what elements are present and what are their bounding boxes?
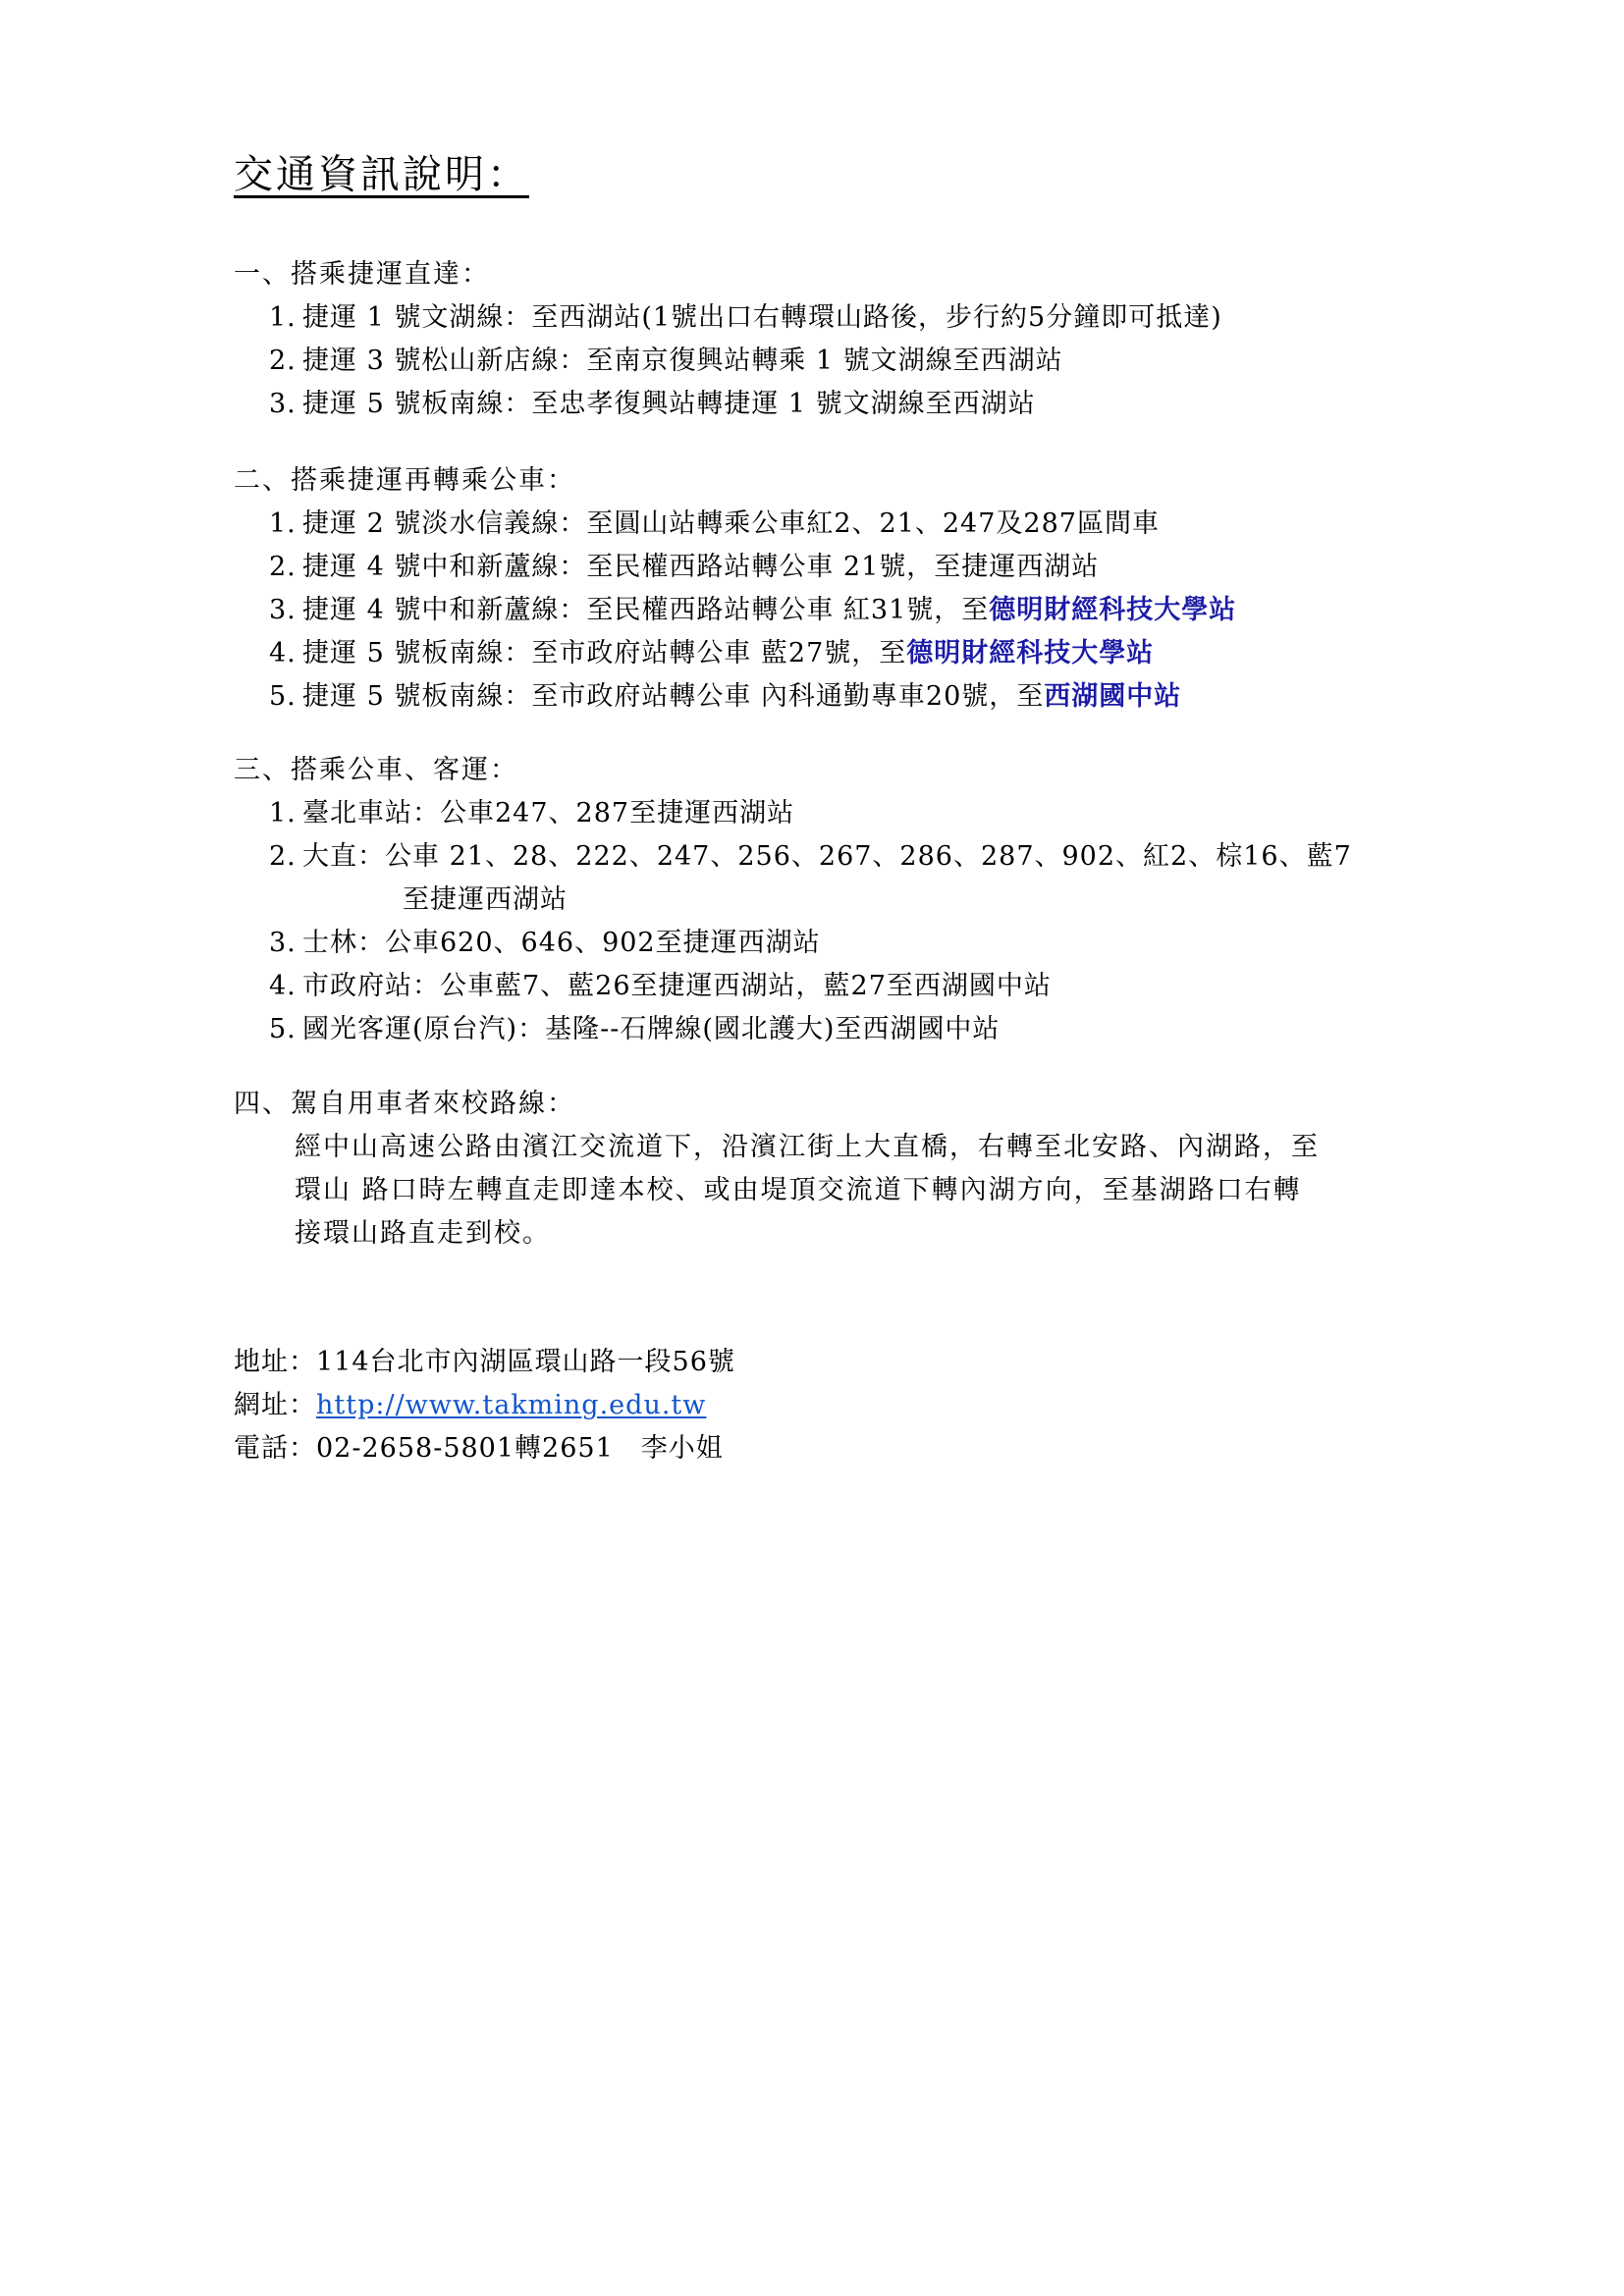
section-heading: 二、搭乘捷運再轉乘公車：	[234, 465, 575, 496]
item-text: 捷運 4 號中和新蘆線：至民權西路站轉公車 21號，至捷運西湖站	[302, 552, 1100, 582]
list-item	[234, 632, 1510, 675]
item-number: 2.	[269, 552, 297, 582]
item-number: 5.	[269, 1014, 297, 1044]
item-text: 臺北車站：公車247、287至捷運西湖站	[302, 798, 795, 828]
item-text: 大直：公車 21、28、222、247、256、267、286、287、902、紅2、棕16、藍7	[302, 841, 1352, 872]
list-item	[234, 835, 1510, 922]
address-line	[234, 1341, 735, 1384]
contact-info	[234, 1341, 735, 1470]
item-number: 3.	[269, 928, 297, 958]
phone-label: 電話：	[234, 1433, 316, 1464]
item-continuation: 至捷運西湖站	[403, 884, 568, 915]
address-value: 114台北市內湖區環山路一段56號	[316, 1347, 735, 1377]
item-list	[234, 503, 1510, 719]
destination-highlight: 德明財經科技大學站	[989, 595, 1237, 625]
item-text: 國光客運(原台汽)：基隆--石牌線(國北護大)至西湖國中站	[302, 1014, 1001, 1044]
item-list	[234, 792, 1510, 1051]
section-heading: 三、搭乘公車、客運：	[234, 755, 518, 785]
paragraph-line: 環山 路口時左轉直走即達本校、或由堤頂交流道下轉內湖方向，至基湖路口右轉	[295, 1175, 1302, 1205]
item-text: 市政府站：公車藍7、藍26至捷運西湖站，藍27至西湖國中站	[302, 971, 1052, 1001]
item-text: 捷運 2 號淡水信義線：至圓山站轉乘公車紅2、21、247及287區間車	[302, 508, 1160, 539]
item-text: 捷運 5 號板南線：至市政府站轉公車 藍27號，至	[302, 638, 907, 668]
phone-value: 02-2658-5801轉2651 李小姐	[316, 1433, 724, 1464]
section-heading: 四、駕自用車者來校路線：	[234, 1089, 575, 1119]
item-number: 5.	[269, 681, 297, 712]
list-item	[234, 383, 1510, 426]
destination-highlight: 德明財經科技大學站	[906, 638, 1155, 668]
address-label: 地址：	[234, 1347, 316, 1377]
item-number: 2.	[269, 841, 297, 872]
item-number: 2.	[269, 346, 297, 376]
item-number: 3.	[269, 595, 297, 625]
website-line	[234, 1384, 735, 1427]
item-number: 1.	[269, 798, 297, 828]
item-text: 捷運 5 號板南線：至市政府站轉公車 內科通勤專車20號，至	[302, 681, 1045, 712]
website-label: 網址：	[234, 1390, 316, 1420]
item-list	[234, 296, 1510, 426]
website-link[interactable]: http://www.takming.edu.tw	[316, 1390, 707, 1420]
item-text: 捷運 5 號板南線：至忠孝復興站轉捷運 1 號文湖線至西湖站	[302, 389, 1036, 419]
item-number: 4.	[269, 638, 297, 668]
list-item	[234, 546, 1510, 589]
list-item	[234, 965, 1510, 1008]
list-item	[234, 922, 1510, 965]
list-item	[234, 503, 1510, 546]
item-text: 士林：公車620、646、902至捷運西湖站	[302, 928, 821, 958]
driving-directions	[234, 1126, 1510, 1255]
list-item	[234, 296, 1510, 340]
item-number: 1.	[269, 302, 297, 333]
destination-highlight: 西湖國中站	[1044, 681, 1182, 712]
list-item	[234, 792, 1510, 835]
list-item	[234, 589, 1510, 632]
list-item	[234, 675, 1510, 719]
section-mrt-direct	[234, 253, 1510, 426]
phone-line	[234, 1427, 735, 1470]
section-heading: 一、搭乘捷運直達：	[234, 259, 490, 290]
item-number: 3.	[269, 389, 297, 419]
item-number: 1.	[269, 508, 297, 539]
section-driving	[234, 1083, 1510, 1255]
paragraph-line: 經中山高速公路由濱江交流道下，沿濱江街上大直橋，右轉至北安路、內湖路，至	[295, 1132, 1320, 1162]
section-bus-coach	[234, 749, 1510, 1051]
item-number: 4.	[269, 971, 297, 1001]
paragraph-line: 接環山路直走到校。	[295, 1218, 551, 1249]
section-mrt-bus	[234, 459, 1510, 719]
list-item	[234, 340, 1510, 383]
item-text: 捷運 4 號中和新蘆線：至民權西路站轉公車 紅31號，至	[302, 595, 990, 625]
item-text: 捷運 3 號松山新店線：至南京復興站轉乘 1 號文湖線至西湖站	[302, 346, 1063, 376]
list-item	[234, 1008, 1510, 1051]
item-text: 捷運 1 號文湖線：至西湖站(1號出口右轉環山路後，步行約5分鐘即可抵達)	[302, 302, 1222, 333]
page-title: 交通資訊說明：	[234, 152, 529, 197]
